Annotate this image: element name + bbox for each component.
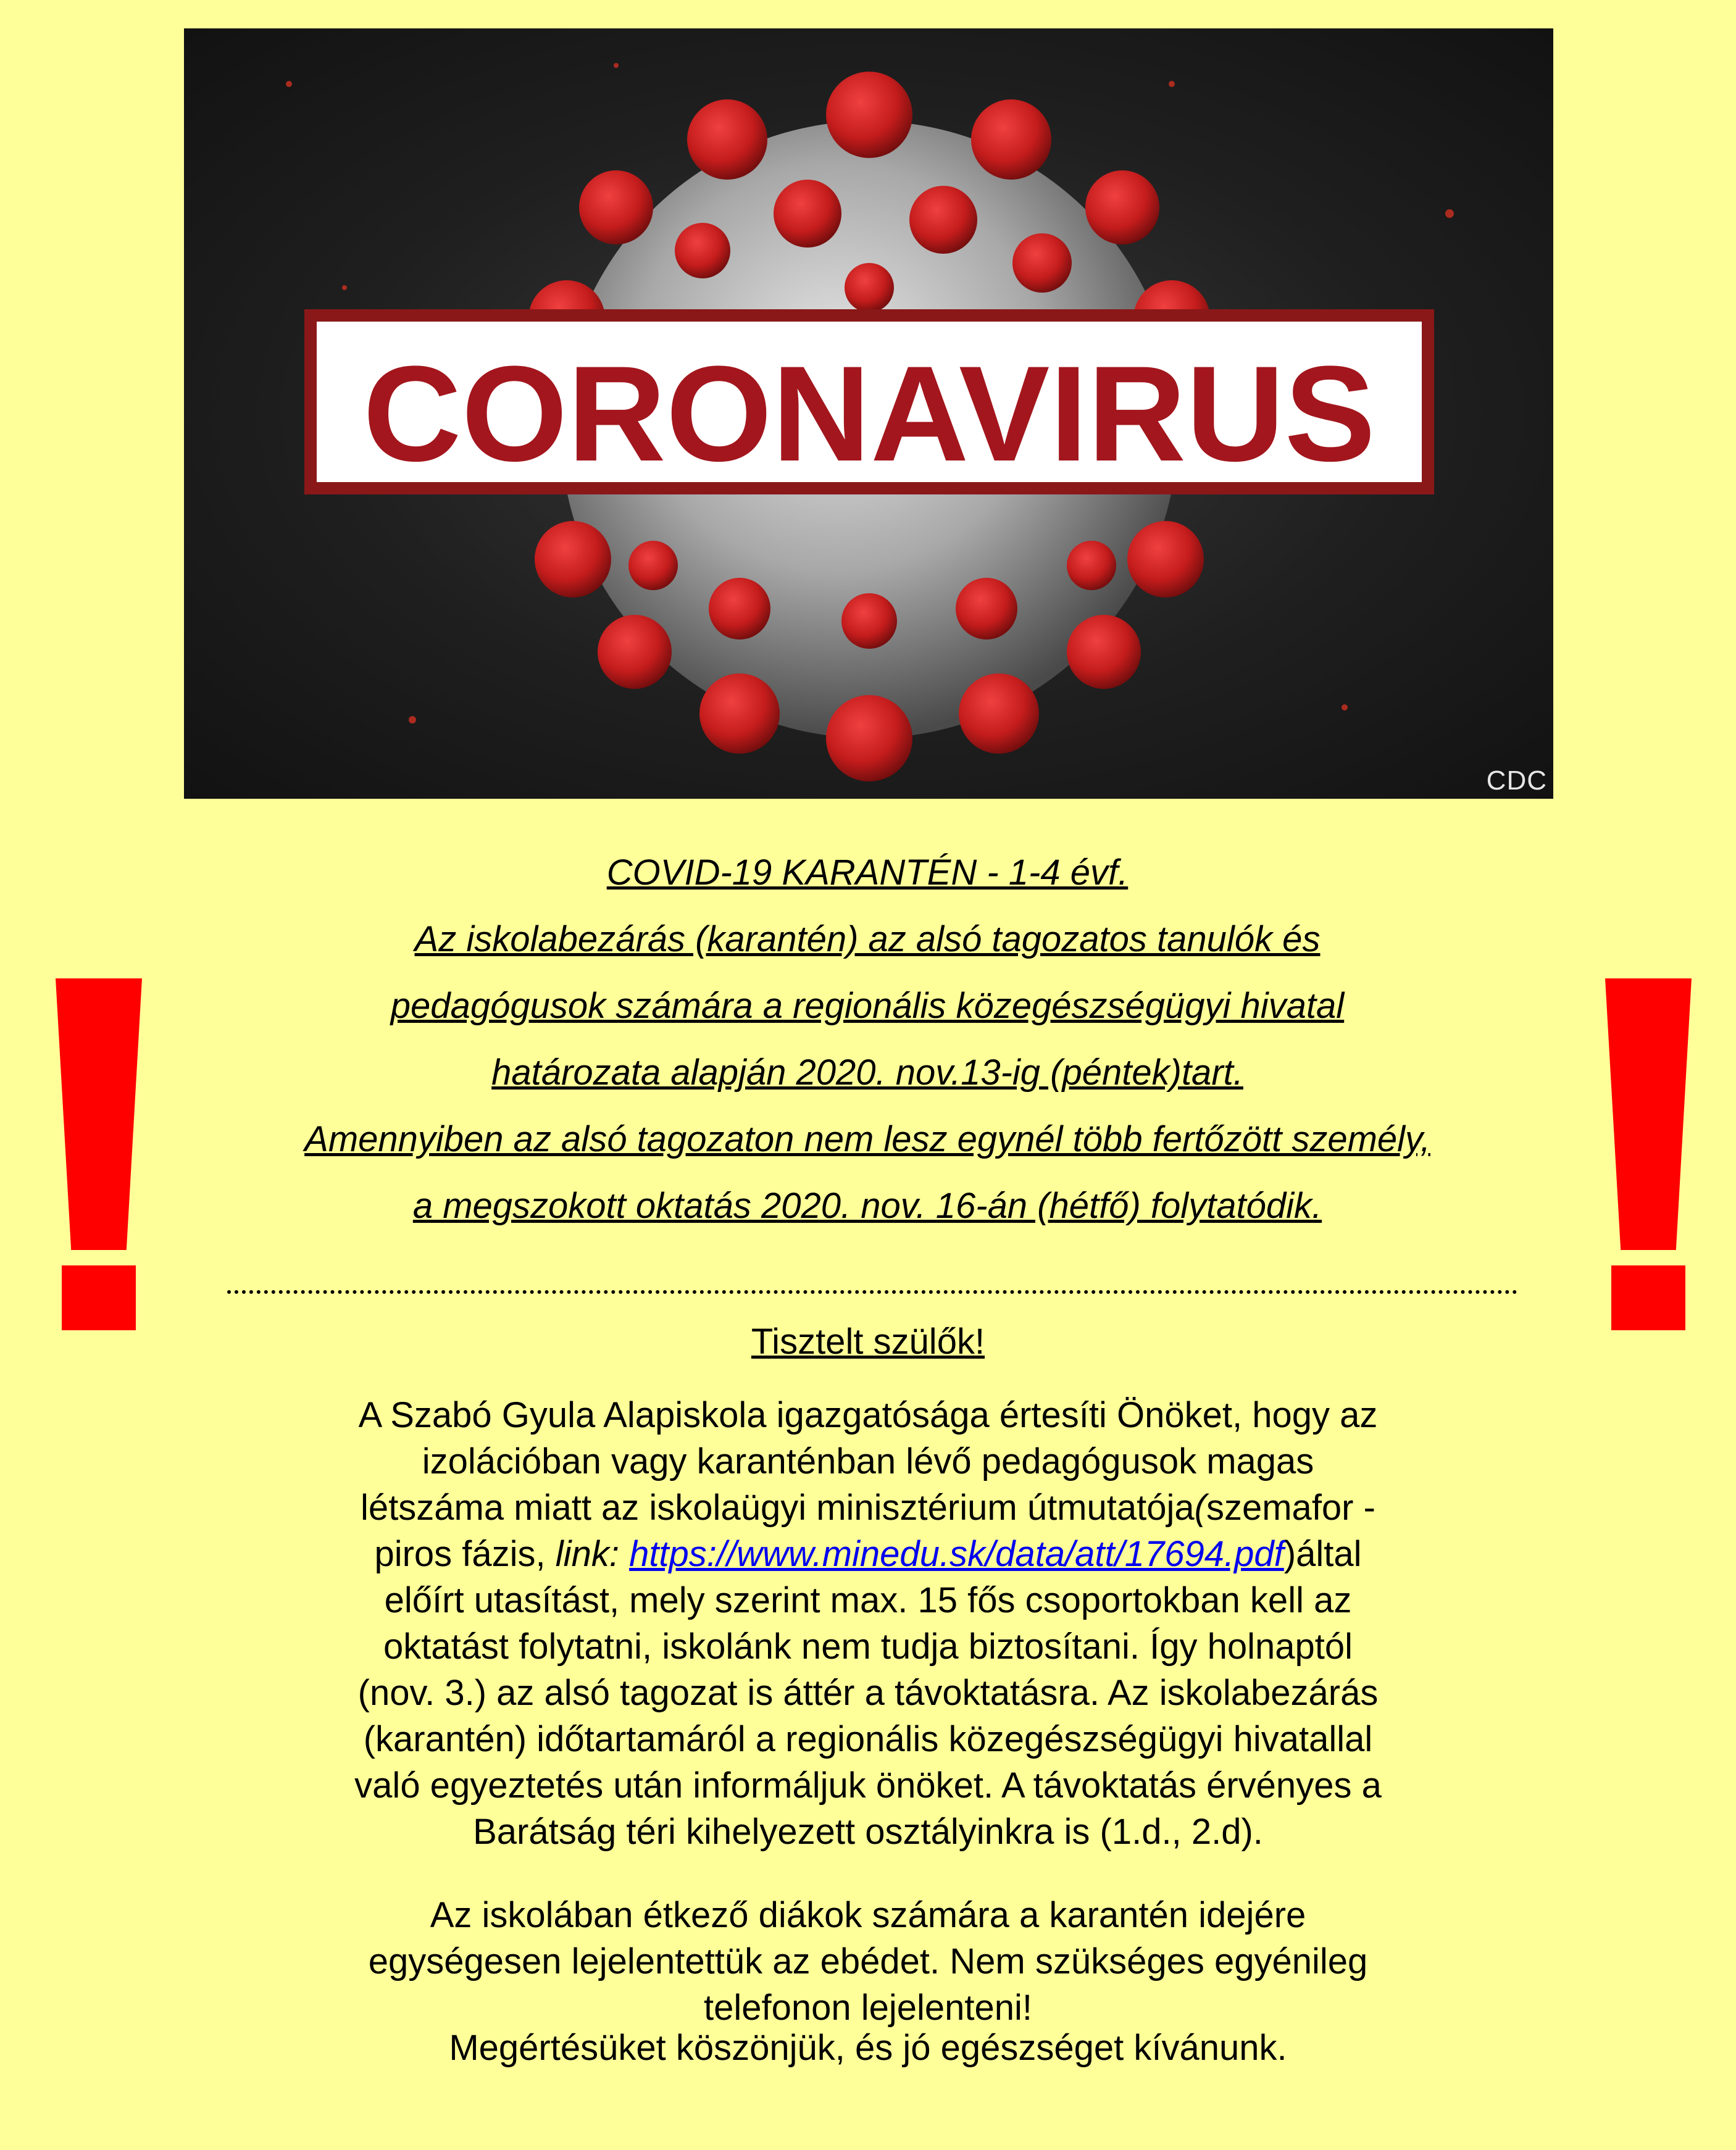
banner-title: CORONAVIRUS (363, 338, 1375, 490)
notice-line: határozata alapján 2020. nov.13-ig (péntek)tart. (491, 1052, 1243, 1093)
paragraph-line: egységesen lejelentettük az ebédet. Nem szükséges egyénileg (368, 1941, 1368, 1981)
paragraph-line: létszáma miatt az iskolaügyi minisztérium útmutatója(szemafor - (361, 1488, 1375, 1528)
paragraph-line: oktatást folytatni, iskolánk nem tudja biztosítani. Így holnaptól (383, 1627, 1353, 1667)
paragraph-line: Barátság téri kihelyezett osztályinkra is (1.d., 2.d). (473, 1812, 1263, 1852)
paragraph-line: piros fázis, link: https://www.minedu.sk/data/att/17694.pdf)által (374, 1534, 1362, 1574)
paragraph-line: Az iskolában étkező diákok számára a karantén idejére (430, 1895, 1306, 1935)
paragraph-line: izolációban vagy karanténban lévő pedagógusok magas (422, 1441, 1314, 1481)
paragraph-line: telefonon lejelenteni! (703, 1988, 1033, 2028)
paragraph-line: (karantén) időtartamáról a regionális közegészségügyi hivatallal (363, 1719, 1373, 1759)
dotted-divider (227, 1272, 1517, 1294)
ministry-guide-link[interactable]: https://www.minedu.sk/data/att/17694.pdf (629, 1534, 1284, 1574)
paragraph-line: (nov. 3.) az alsó tagozat is áttér a távoktatásra. Az iskolabezárás (357, 1673, 1379, 1713)
lunch-paragraph (272, 1892, 1464, 2031)
greeting: Tisztelt szülők! (751, 1322, 985, 1362)
notice-line: Amennyiben az alsó tagozaton nem lesz egynél több fertőzött személy, (304, 1119, 1430, 1159)
closing-line: Megértésüket köszönjük, és jó egészséget kívánunk. (449, 2028, 1287, 2068)
coronavirus-banner-image (184, 28, 1553, 799)
main-paragraph (272, 1392, 1464, 1855)
image-credit: CDC (1486, 765, 1547, 796)
notice-title: COVID-19 KARANTÉN - 1-4 évf. (606, 852, 1129, 893)
quarantine-notice (210, 840, 1525, 1240)
notice-line: pedagógusok számára a regionális közegészségügyi hivatal (390, 986, 1345, 1026)
exclamation-mark-right-icon (1605, 978, 1692, 1330)
exclamation-mark-left-icon (56, 978, 142, 1330)
notice-line: Az iskolabezárás (karantén) az alsó tagozatos tanulók és (414, 919, 1321, 959)
notice-line: a megszokott oktatás 2020. nov. 16-án (hétfő) folytatódik. (412, 1186, 1322, 1226)
closing-paragraph (272, 2025, 1464, 2071)
paragraph-line: előírt utasítást, mely szerint max. 15 fős csoportokban kell az (384, 1580, 1352, 1620)
paragraph-line: A Szabó Gyula Alapiskola igazgatósága értesíti Önöket, hogy az (358, 1395, 1378, 1435)
virus-illustration (184, 28, 1553, 799)
paragraph-line: való egyeztetés után informáljuk önöket. A távoktatás érvényes a (354, 1765, 1382, 1806)
